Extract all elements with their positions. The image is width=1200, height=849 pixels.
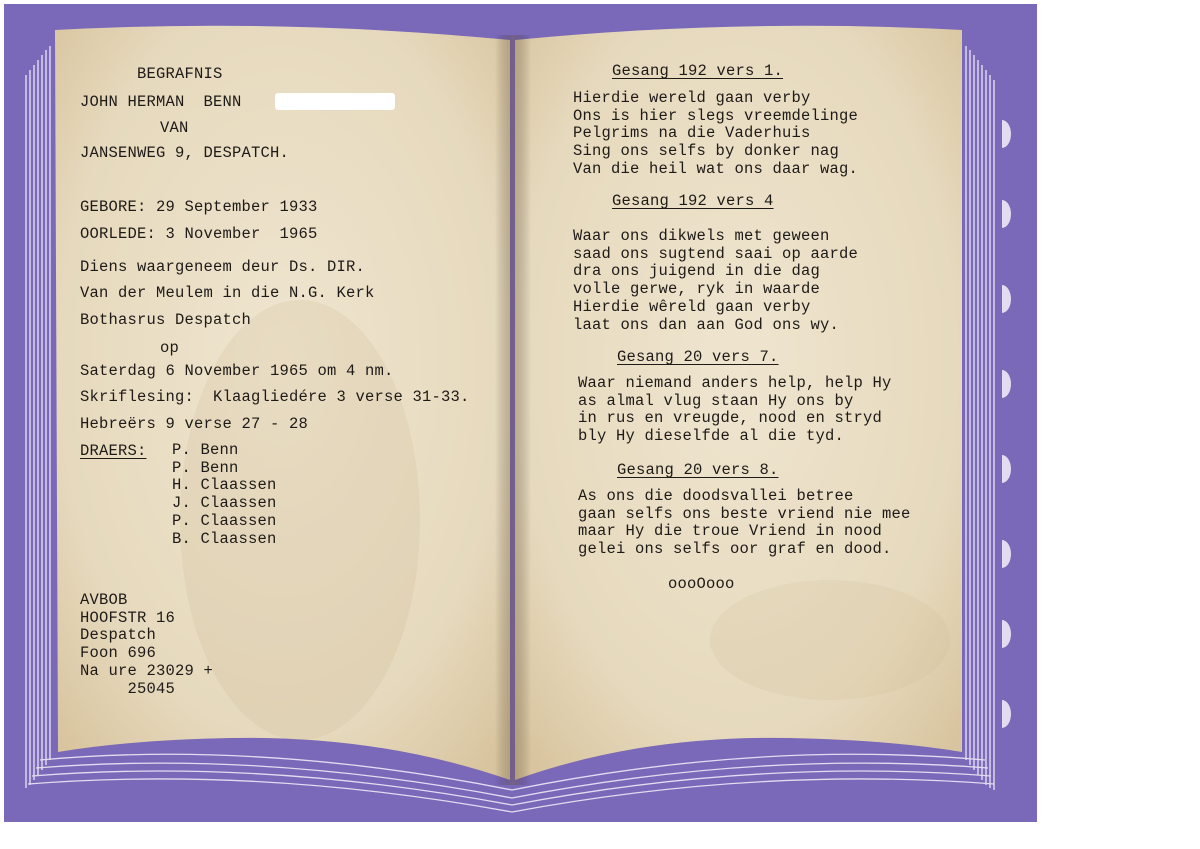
verse-line: dra ons juigend in die dag — [573, 262, 821, 281]
bearers-list — [172, 442, 277, 548]
book-gutter — [495, 35, 531, 785]
redaction-box — [275, 93, 395, 110]
hymn-verse — [573, 90, 858, 179]
verse-line: Waar niemand anders help, help Hy — [578, 374, 892, 392]
verse-line: Pelgrims na die Vaderhuis — [573, 124, 811, 143]
hymn-verse — [578, 375, 892, 446]
closing-ornament: oooOooo — [668, 575, 735, 593]
service-date: Saterdag 6 November 1965 om 4 nm. — [80, 362, 394, 380]
hymn-title: Gesang 20 vers 8. — [617, 461, 779, 479]
undertaker-line: Foon 696 — [80, 644, 157, 663]
verse-line: Hierdie wereld gaan verby — [573, 89, 811, 107]
verse-line: bly Hy dieselfde al die tyd. — [578, 427, 845, 446]
verse-line: saad ons sugtend saai op aarde — [573, 244, 859, 263]
verse-line: Waar ons dikwels met geween — [573, 227, 830, 245]
verse-line: maar Hy die troue Vriend in nood — [578, 522, 883, 541]
hymn-verse — [573, 228, 858, 334]
born-date: GEBORE: 29 September 1933 — [80, 198, 318, 216]
bearer-name: J. Claassen — [172, 494, 277, 513]
service-line: Bothasrus Despatch — [80, 311, 252, 329]
undertaker-block — [80, 592, 213, 698]
hymn-title: Gesang 20 vers 7. — [617, 348, 779, 366]
verse-line: As ons die doodsvallei betree — [578, 487, 854, 505]
bearers-label: DRAERS: — [80, 442, 147, 460]
verse-line: gelei ons selfs oor graf en dood. — [578, 540, 892, 559]
hymn-verse — [578, 488, 911, 559]
scripture-reading: Skriflesing: Klaagliedére 3 verse 31-33. — [80, 388, 470, 406]
verse-line: Sing ons selfs by donker nag — [573, 142, 840, 161]
died-date: OORLEDE: 3 November 1965 — [80, 225, 318, 243]
page-edges-left — [26, 46, 50, 788]
undertaker-line: HOOFSTR 16 — [80, 608, 176, 627]
bearer-name: H. Claassen — [172, 476, 277, 495]
scripture-reading: Hebreërs 9 verse 27 - 28 — [80, 415, 309, 433]
paper-stain — [710, 580, 950, 700]
verse-line: gaan selfs ons beste vriend nie mee — [578, 504, 911, 523]
deceased-name: JOHN HERMAN BENN — [80, 93, 242, 111]
heading: BEGRAFNIS — [137, 65, 223, 83]
verse-line: laat ons dan aan God ons wy. — [573, 315, 840, 334]
bearer-name: P. Claassen — [172, 511, 277, 530]
hymn-title: Gesang 192 vers 4 — [612, 192, 774, 210]
verse-line: Hierdie wêreld gaan verby — [573, 297, 811, 316]
bearer-name: P. Benn — [172, 441, 239, 459]
van-label: VAN — [160, 119, 189, 137]
verse-line: as almal vlug staan Hy ons by — [578, 391, 854, 410]
undertaker-line: 25045 — [80, 679, 176, 698]
bearer-name: B. Claassen — [172, 529, 277, 548]
address: JANSENWEG 9, DESPATCH. — [80, 144, 290, 162]
hymn-title: Gesang 192 vers 1. — [612, 62, 784, 80]
undertaker-line: Na ure 23029 + — [80, 661, 214, 680]
undertaker-line: AVBOB — [80, 591, 128, 609]
bearer-name: P. Benn — [172, 458, 239, 477]
service-line: Van der Meulem in die N.G. Kerk — [80, 284, 375, 302]
verse-line: volle gerwe, ryk in waarde — [573, 280, 821, 299]
verse-line: in rus en vreugde, nood en stryd — [578, 409, 883, 428]
verse-line: Van die heil wat ons daar wag. — [573, 159, 859, 178]
verse-line: Ons is hier slegs vreemdelinge — [573, 106, 859, 125]
service-line: Diens waargeneem deur Ds. DIR. — [80, 258, 366, 276]
undertaker-line: Despatch — [80, 626, 157, 645]
op-label: op — [160, 339, 180, 357]
